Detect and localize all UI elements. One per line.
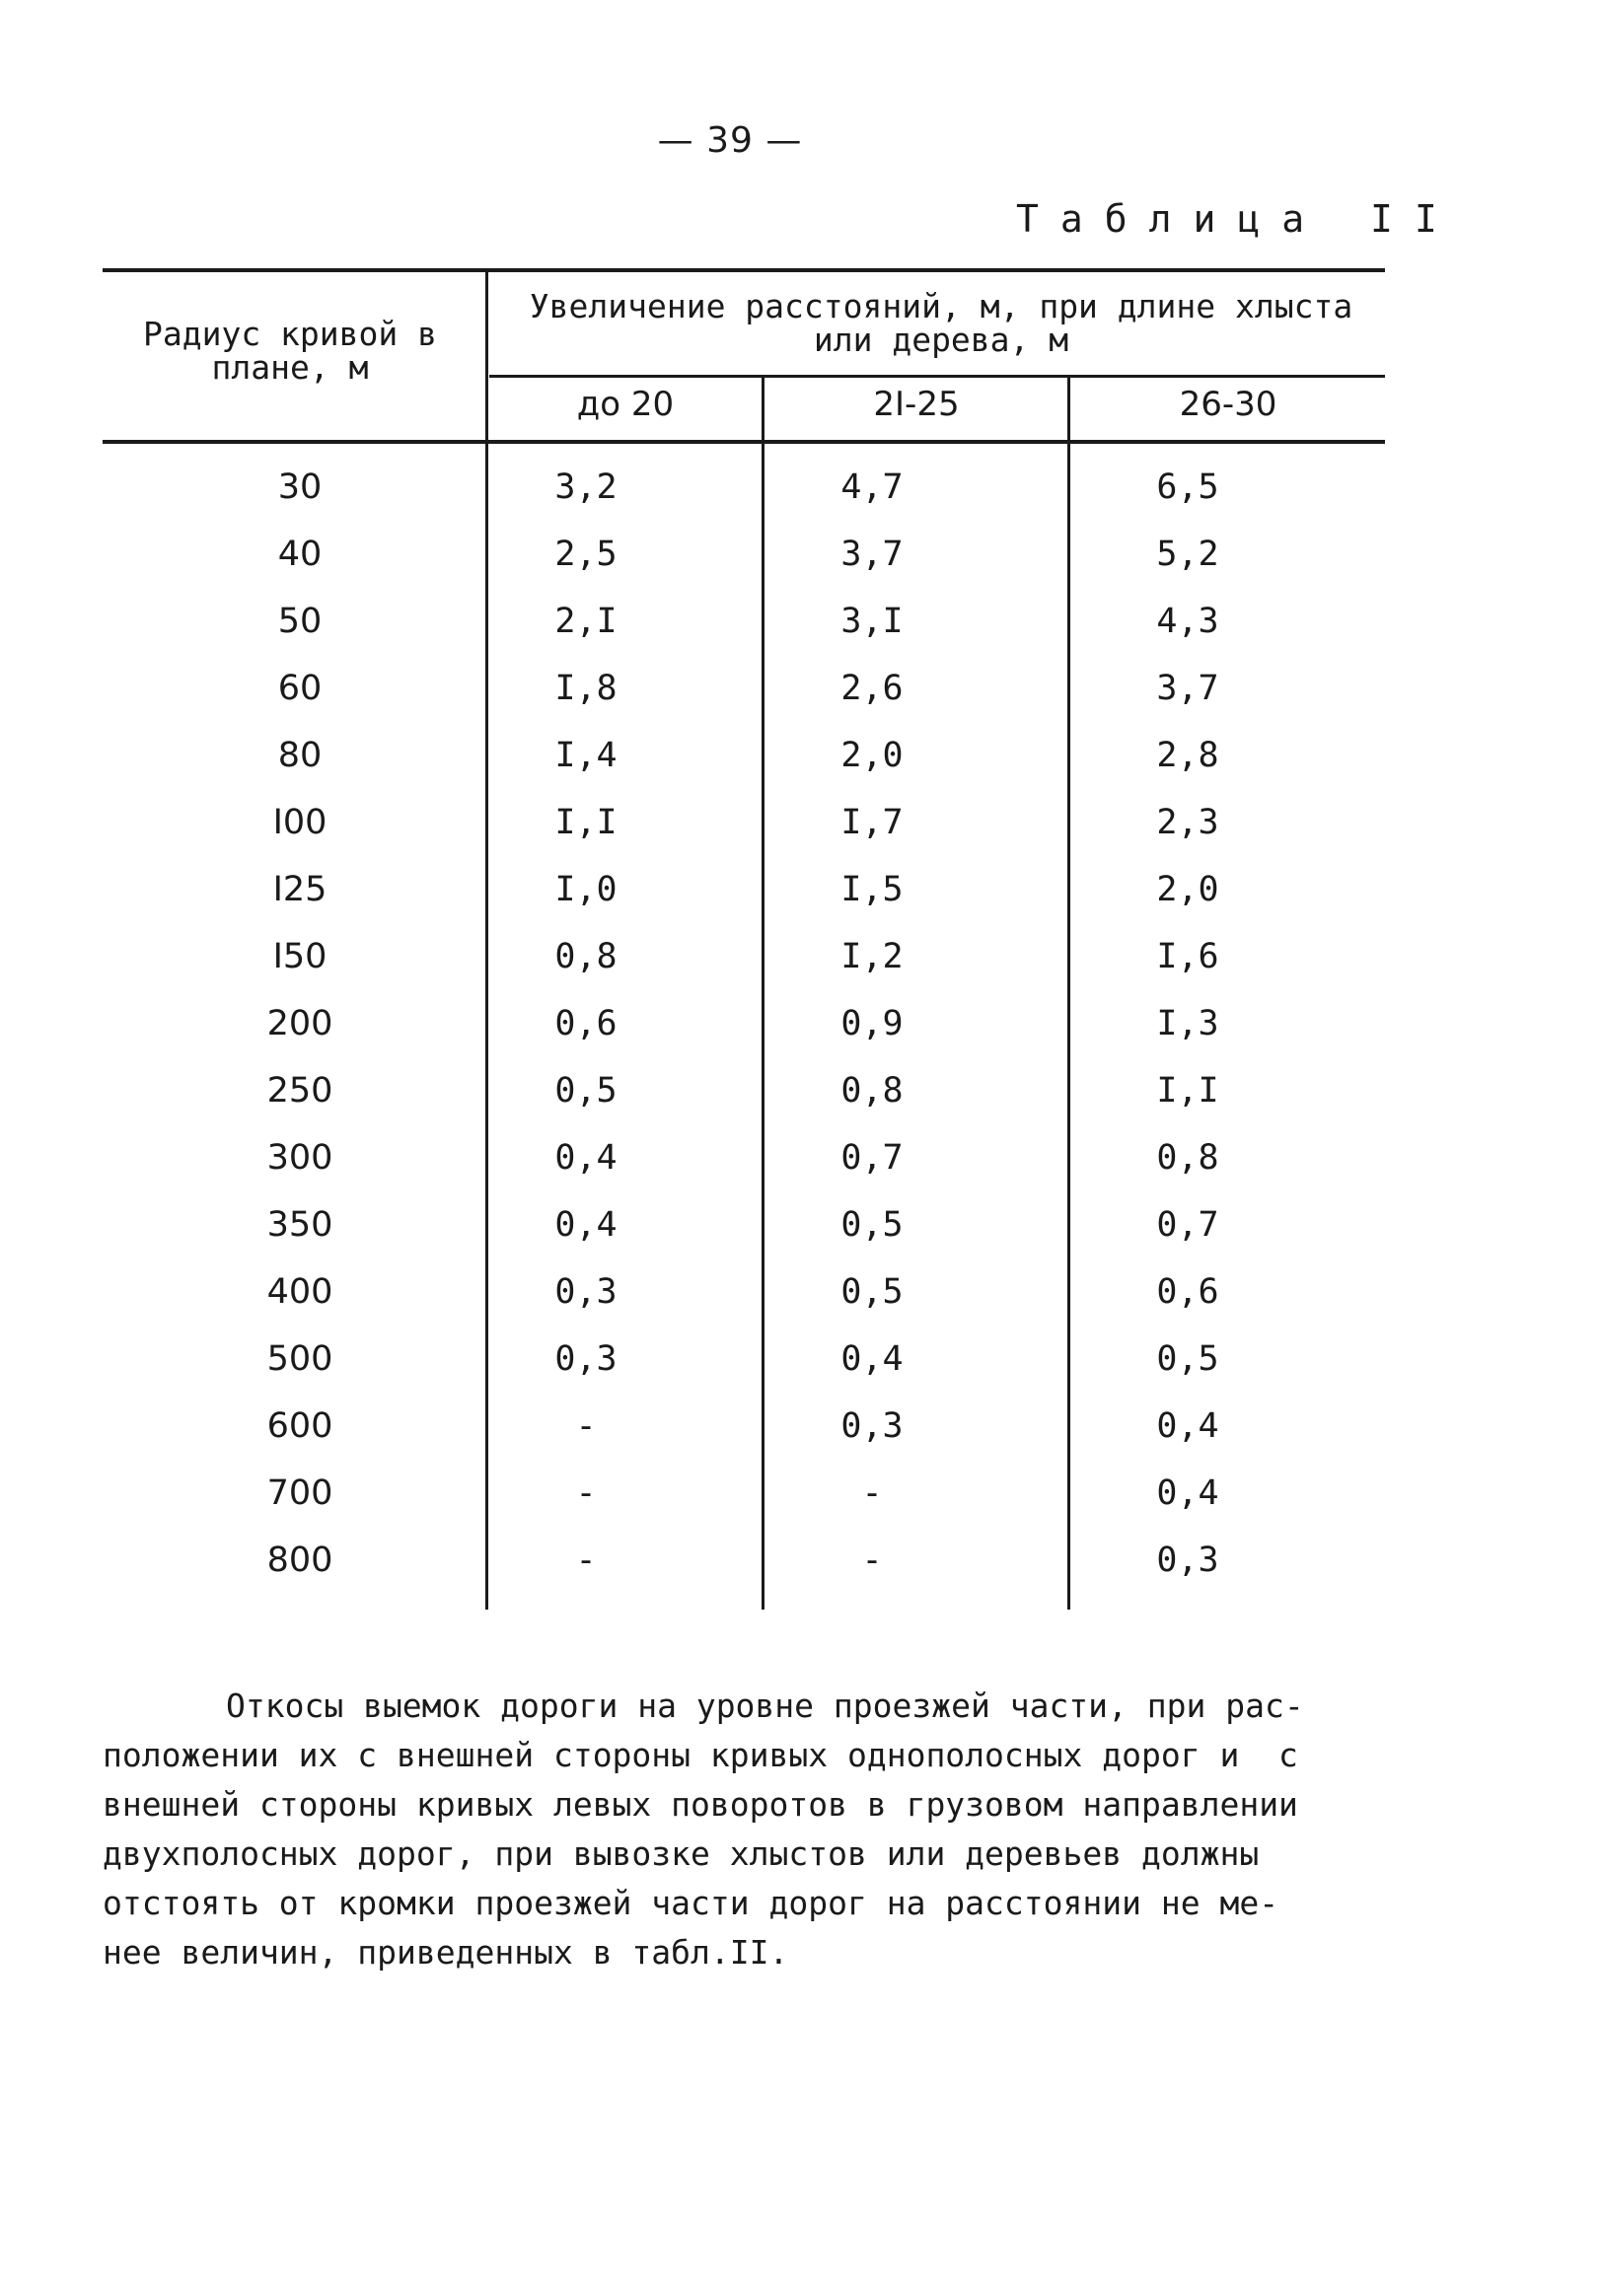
table-row (103, 990, 1385, 1057)
paragraph-line: Откосы выемок дороги на уровне проезжей части, при рас- (226, 1686, 1304, 1725)
value-cell-21-25: 4,7 (840, 467, 904, 507)
table-row (103, 1057, 1385, 1124)
radius-cell: 800 (266, 1541, 333, 1580)
value-cell-26-30: 2,0 (1156, 870, 1219, 909)
table-row (103, 789, 1385, 856)
radius-cell: 700 (266, 1473, 333, 1513)
value-cell-21-25: 0,9 (840, 1004, 904, 1043)
value-cell-26-30: 4,3 (1156, 602, 1219, 641)
table-row (103, 1460, 1385, 1527)
table-row (103, 1326, 1385, 1393)
value-cell-21-25: 3,I (840, 602, 904, 641)
value-cell-26-30: I,3 (1156, 1004, 1219, 1043)
value-cell-26-30: 2,3 (1156, 803, 1219, 842)
table-row (103, 1191, 1385, 1258)
table-top-rule (103, 268, 1385, 272)
table-row (103, 655, 1385, 722)
radius-cell: 500 (266, 1339, 333, 1379)
table-row (103, 1258, 1385, 1326)
value-cell-up-to-20: 0,5 (554, 1071, 618, 1111)
column-header-up-to-20: до 20 (576, 385, 675, 424)
paragraph-line: внешней стороны кривых левых поворотов в грузовом направлении (103, 1785, 1298, 1824)
value-cell-21-25: 2,0 (840, 736, 904, 775)
value-cell-up-to-20: 0,3 (554, 1272, 618, 1312)
radius-cell: 50 (277, 602, 323, 641)
value-cell-up-to-20: I,4 (554, 736, 618, 775)
value-cell-up-to-20: I,8 (554, 669, 618, 708)
value-cell-21-25: I,2 (840, 937, 904, 976)
radius-cell: I25 (272, 870, 328, 909)
value-cell-21-25: 0,3 (840, 1406, 904, 1446)
table-row (103, 856, 1385, 923)
table-row (103, 521, 1385, 588)
value-cell-up-to-20: - (575, 1541, 597, 1580)
header-radius: Радиус кривой в плане, м (142, 315, 437, 387)
value-cell-21-25: - (861, 1473, 883, 1513)
value-cell-up-to-20: 2,I (554, 602, 618, 641)
value-cell-26-30: 0,6 (1156, 1272, 1219, 1312)
radius-cell: I00 (272, 803, 328, 842)
radius-cell: 600 (266, 1406, 333, 1446)
radius-cell: 80 (277, 736, 323, 775)
radius-cell: 60 (277, 669, 323, 708)
value-cell-21-25: 0,4 (840, 1339, 904, 1379)
paragraph-line: двухполосных дорог, при вывозке хлыстов или деревьев должны (103, 1834, 1260, 1873)
column-header-21-25: 2I-25 (873, 385, 960, 424)
value-cell-up-to-20: 0,8 (554, 937, 618, 976)
value-cell-21-25: 3,7 (840, 535, 904, 574)
value-cell-up-to-20: 3,2 (554, 467, 618, 507)
radius-cell: I50 (272, 937, 328, 976)
body-paragraph (103, 1682, 1385, 1977)
radius-cell: 40 (277, 535, 323, 574)
value-cell-26-30: 3,7 (1156, 669, 1219, 708)
value-cell-up-to-20: 0,4 (554, 1138, 618, 1178)
value-cell-21-25: 0,7 (840, 1138, 904, 1178)
radius-cell: 30 (277, 467, 323, 507)
value-cell-26-30: 0,4 (1156, 1473, 1219, 1513)
subheader-rule (489, 375, 1385, 378)
table-caption: Таблица II (1016, 197, 1459, 241)
value-cell-up-to-20: 0,6 (554, 1004, 618, 1043)
table-row (103, 588, 1385, 655)
radius-cell: 250 (266, 1071, 333, 1111)
value-cell-26-30: 0,3 (1156, 1541, 1219, 1580)
value-cell-26-30: 0,5 (1156, 1339, 1219, 1379)
table-row (103, 722, 1385, 789)
header-bottom-rule (103, 440, 1385, 444)
value-cell-26-30: 2,8 (1156, 736, 1219, 775)
table-row (103, 1124, 1385, 1191)
radius-cell: 350 (266, 1205, 333, 1245)
value-cell-26-30: 5,2 (1156, 535, 1219, 574)
value-cell-21-25: - (861, 1541, 883, 1580)
value-cell-21-25: I,5 (840, 870, 904, 909)
page-number: — 39 — (657, 120, 803, 161)
value-cell-21-25: I,7 (840, 803, 904, 842)
value-cell-26-30: 6,5 (1156, 467, 1219, 507)
radius-cell: 400 (266, 1272, 333, 1312)
value-cell-up-to-20: - (575, 1406, 597, 1446)
value-cell-up-to-20: - (575, 1473, 597, 1513)
column-header-26-30: 26-30 (1179, 385, 1277, 424)
value-cell-21-25: 0,5 (840, 1205, 904, 1245)
table-row (103, 454, 1385, 521)
header-increase: Увеличение расстояний, м, при длине хлыста или дерева, м (529, 287, 1353, 359)
table-row (103, 923, 1385, 990)
table-row (103, 1393, 1385, 1460)
value-cell-up-to-20: I,I (554, 803, 618, 842)
value-cell-up-to-20: 2,5 (554, 535, 618, 574)
value-cell-26-30: 0,7 (1156, 1205, 1219, 1245)
value-cell-26-30: 0,4 (1156, 1406, 1219, 1446)
value-cell-up-to-20: I,0 (554, 870, 618, 909)
value-cell-21-25: 0,8 (840, 1071, 904, 1111)
radius-cell: 300 (266, 1138, 333, 1178)
value-cell-26-30: I,I (1156, 1071, 1219, 1111)
value-cell-26-30: 0,8 (1156, 1138, 1219, 1178)
value-cell-up-to-20: 0,3 (554, 1339, 618, 1379)
paragraph-line: нее величин, приведенных в табл.II. (103, 1933, 789, 1972)
paragraph-line: положении их с внешней стороны кривых однополосных дорог и с (103, 1736, 1298, 1774)
paragraph-line: отстоять от кромки проезжей части дорог на расстоянии не ме- (103, 1884, 1279, 1922)
radius-cell: 200 (266, 1004, 333, 1043)
value-cell-21-25: 2,6 (840, 669, 904, 708)
table-row (103, 1527, 1385, 1594)
value-cell-up-to-20: 0,4 (554, 1205, 618, 1245)
value-cell-26-30: I,6 (1156, 937, 1219, 976)
value-cell-21-25: 0,5 (840, 1272, 904, 1312)
